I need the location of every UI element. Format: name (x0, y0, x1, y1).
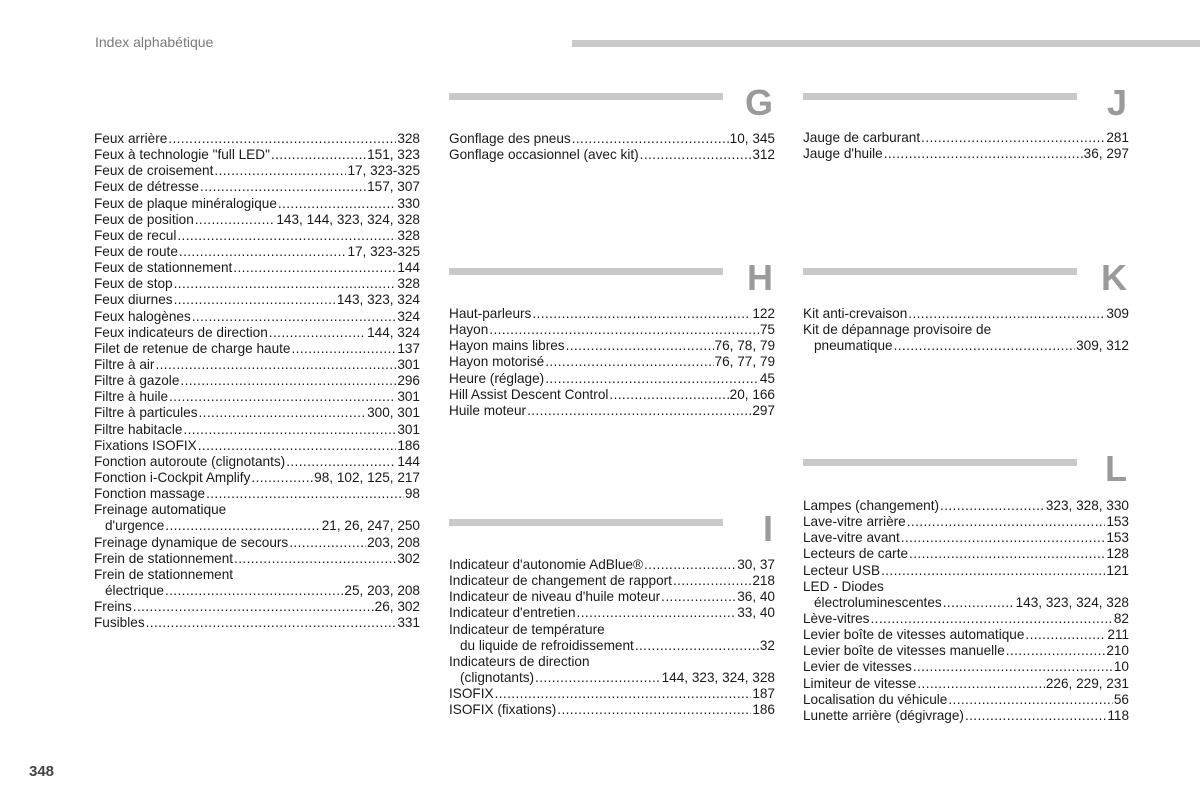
index-entry (94, 260, 420, 276)
entry-term: Feux de stop (94, 276, 173, 292)
dot-leader (545, 354, 713, 370)
dot-leader (251, 470, 313, 486)
dot-leader (289, 535, 366, 551)
dot-leader (146, 615, 397, 631)
dot-leader (894, 338, 1075, 354)
index-entry (449, 702, 775, 718)
dot-leader (566, 338, 714, 354)
entry-term: Indicateur de changement de rapport (449, 573, 672, 589)
dot-leader (535, 670, 661, 686)
index-entry (803, 498, 1129, 514)
dot-leader (206, 486, 404, 502)
index-entry (94, 518, 420, 534)
index-entry (803, 611, 1129, 627)
index-entry (94, 438, 420, 454)
index-entry (94, 292, 420, 308)
entry-pages: 301 (397, 421, 420, 437)
index-entry (94, 131, 420, 147)
entry-term: Gonflage occasionnel (avec kit) (449, 147, 639, 163)
index-entry (94, 357, 420, 373)
entry-pages: 330 (397, 195, 420, 211)
index-entry (94, 373, 420, 389)
entry-term: Indicateur de niveau d'huile moteur (449, 589, 661, 605)
entry-term: Feux à technologie "full LED" (94, 147, 270, 163)
entry-term: Feux de route (94, 243, 178, 259)
dot-leader (198, 438, 397, 454)
dot-leader (640, 147, 752, 163)
index-entry (449, 638, 775, 654)
entry-pages: 328 (397, 276, 420, 292)
entry-pages: 302 (397, 550, 420, 566)
dot-leader (921, 130, 1105, 146)
entry-pages: 144, 324 (367, 324, 420, 340)
dot-leader (200, 179, 366, 195)
entry-term: Fusibles (94, 615, 145, 631)
dot-leader (661, 589, 736, 605)
entry-pages: 144, 323, 324, 328 (661, 669, 775, 685)
dot-leader (278, 196, 396, 212)
dot-leader (908, 306, 1105, 322)
index-entry (94, 179, 420, 195)
section-header-l (803, 448, 1129, 498)
section-letter: I (762, 508, 773, 549)
dot-leader (195, 212, 276, 228)
index-entry (94, 244, 420, 260)
index-entry (803, 643, 1129, 659)
entry-pages: 45 (759, 370, 775, 386)
entry-term: pneumatique (814, 338, 893, 354)
index-entry (94, 196, 420, 212)
index-entry (94, 615, 420, 631)
entry-term: Fonction autoroute (clignotants) (94, 453, 286, 469)
entry-term: Filtre à particules (94, 405, 198, 421)
dot-leader (199, 405, 367, 421)
index-entry (449, 557, 775, 573)
entry-pages: 296 (397, 373, 420, 389)
entry-term: Fixations ISOFIX (94, 437, 197, 453)
entry-term: Feux de position (94, 211, 194, 227)
entry-pages: 153 (1106, 530, 1129, 546)
index-list (803, 498, 1129, 724)
section-divider (449, 519, 723, 526)
index-entry (449, 322, 775, 338)
dot-leader (532, 306, 751, 322)
entry-pages: 218 (752, 573, 775, 589)
index-entry (449, 403, 775, 419)
entry-term: Jauge de carburant (803, 129, 921, 145)
section-header-k (803, 257, 1129, 307)
section-divider (449, 93, 723, 100)
entry-pages: 300, 301 (367, 405, 420, 421)
index-entry (94, 341, 420, 357)
entry-term: Filtre habitacle (94, 421, 183, 437)
index-entry (94, 147, 420, 163)
index-entry-heading: Indicateur de température (449, 621, 605, 637)
entry-term: Lunette arrière (dégivrage) (803, 707, 964, 723)
dot-leader (913, 659, 1113, 675)
entry-term: d'urgence (105, 518, 165, 534)
section-letter: L (1105, 448, 1127, 489)
dot-leader (870, 611, 1112, 627)
dot-leader (965, 708, 1106, 724)
entry-pages: 297 (752, 402, 775, 418)
index-entry (803, 627, 1129, 643)
entry-pages: 328 (397, 130, 420, 146)
entry-term: Heure (réglage) (449, 370, 545, 386)
section-letter: J (1106, 82, 1127, 123)
section-divider (449, 268, 723, 275)
entry-pages: 328 (397, 227, 420, 243)
entry-term: Localisation du véhicule (803, 691, 948, 707)
dot-leader (192, 309, 397, 325)
entry-pages: 122 (752, 305, 775, 321)
index-entry (803, 530, 1129, 546)
entry-pages: 226, 229, 231 (1045, 675, 1129, 691)
dot-leader (609, 387, 728, 403)
entry-term: Indicateur d'autonomie AdBlue® (449, 556, 643, 572)
entry-pages: 324 (397, 308, 420, 324)
entry-term: Levier boîte de vitesses automatique (803, 627, 1025, 643)
index-entry (94, 309, 420, 325)
dot-leader (165, 583, 343, 599)
entry-term: Filet de retenue de charge haute (94, 340, 291, 356)
index-entry (449, 338, 775, 354)
index-entry (449, 605, 775, 621)
index-entry (449, 147, 775, 163)
entry-pages: 143, 323, 324, 328 (1015, 594, 1129, 610)
entry-pages: 36, 297 (1083, 146, 1129, 162)
index-entry-heading: Kit de dépannage provisoire de (803, 322, 992, 338)
dot-leader (907, 514, 1106, 530)
dot-leader (133, 599, 374, 615)
index-entry (94, 454, 420, 470)
dot-leader (174, 276, 397, 292)
section-header-g (449, 82, 775, 132)
entry-term: Feux de détresse (94, 179, 200, 195)
index-list (449, 306, 775, 419)
entry-term: Feux diurnes (94, 292, 173, 308)
entry-term: Freins (94, 599, 132, 615)
entry-term: Hill Assist Descent Control (449, 386, 609, 402)
page-number: 348 (29, 763, 55, 780)
entry-term: Levier boîte de vitesses manuelle (803, 643, 1005, 659)
dot-leader (168, 131, 396, 147)
index-entry (94, 405, 420, 421)
entry-term: Feux halogènes (94, 308, 191, 324)
entry-pages: 26, 302 (374, 599, 420, 615)
entry-term: Hayon mains libres (449, 338, 565, 354)
dot-leader (917, 676, 1045, 692)
index-entry (803, 595, 1129, 611)
dot-leader (214, 163, 346, 179)
dot-leader (169, 389, 396, 405)
entry-pages: 186 (397, 437, 420, 453)
entry-term: Feux de croisement (94, 163, 214, 179)
entry-term: Feux de stationnement (94, 260, 233, 276)
index-list (94, 131, 420, 631)
entry-pages: 301 (397, 389, 420, 405)
entry-pages: 309, 312 (1076, 338, 1129, 354)
dot-leader (635, 638, 759, 654)
index-entry (94, 486, 420, 502)
header-bar (572, 40, 1200, 47)
index-entry (94, 470, 420, 486)
index-entry (94, 212, 420, 228)
index-entry-heading: Freinage automatique (94, 502, 227, 518)
dot-leader (233, 260, 396, 276)
entry-pages: 151, 323 (367, 147, 420, 163)
dot-leader (545, 371, 759, 387)
entry-pages: 36, 40 (737, 589, 775, 605)
entry-term: Feux arrière (94, 130, 168, 146)
entry-term: Gonflage des pneus (449, 130, 571, 146)
entry-pages: 301 (397, 356, 420, 372)
entry-pages: 157, 307 (367, 179, 420, 195)
entry-pages: 210 (1106, 643, 1129, 659)
entry-term: électrique (105, 582, 164, 598)
section-header-j (803, 82, 1129, 132)
dot-leader (174, 292, 336, 308)
entry-term: Filtre à huile (94, 389, 169, 405)
dot-leader (1006, 643, 1106, 659)
index-list (803, 130, 1129, 162)
index-entry (803, 306, 1129, 322)
entry-term: Fonction massage (94, 486, 206, 502)
dot-leader (495, 686, 752, 702)
dot-leader (527, 403, 751, 419)
entry-pages: 137 (397, 340, 420, 356)
entry-term: Lecteurs de carte (803, 546, 909, 562)
index-entry (803, 708, 1129, 724)
index-entry (94, 422, 420, 438)
dot-leader (271, 147, 366, 163)
entry-pages: 17, 323-325 (347, 163, 420, 179)
entry-term: Hayon motorisé (449, 354, 545, 370)
entry-pages: 20, 166 (729, 386, 775, 402)
entry-pages: 98, 102, 125, 217 (314, 469, 420, 485)
entry-term: Feux de recul (94, 227, 177, 243)
dot-leader (286, 454, 396, 470)
entry-term: Lampes (changement) (803, 497, 940, 513)
entry-pages: 33, 40 (737, 605, 775, 621)
entry-pages: 98 (404, 486, 420, 502)
entry-pages: 143, 323, 324 (336, 292, 420, 308)
dot-leader (940, 498, 1045, 514)
index-entry (94, 325, 420, 341)
index-entry (94, 228, 420, 244)
entry-pages: 10 (1113, 659, 1129, 675)
entry-term: ISOFIX (449, 686, 494, 702)
index-entry (94, 551, 420, 567)
index-entry (803, 146, 1129, 162)
entry-term: Haut-parleurs (449, 305, 532, 321)
entry-term: Limiteur de vitesse (803, 675, 917, 691)
dot-leader (1025, 627, 1106, 643)
index-entry (449, 306, 775, 322)
dot-leader (901, 530, 1106, 546)
index-entry (803, 130, 1129, 146)
index-entry (449, 686, 775, 702)
dot-leader (155, 357, 396, 373)
entry-pages: 144 (397, 260, 420, 276)
entry-term: Fonction i-Cockpit Amplify (94, 469, 251, 485)
entry-term: (clignotants) (460, 669, 535, 685)
entry-pages: 323, 328, 330 (1045, 497, 1129, 513)
dot-leader (948, 692, 1113, 708)
entry-term: ISOFIX (fixations) (449, 702, 557, 718)
entry-pages: 82 (1113, 610, 1129, 626)
dot-leader (234, 551, 396, 567)
dot-leader (292, 341, 397, 357)
index-entry (803, 659, 1129, 675)
entry-term: Filtre à air (94, 356, 155, 372)
entry-pages: 25, 203, 208 (344, 582, 420, 598)
entry-term: Feux de plaque minéralogique (94, 195, 277, 211)
dot-leader (180, 373, 396, 389)
dot-leader (881, 563, 1105, 579)
dot-leader (177, 228, 396, 244)
dot-leader (943, 595, 1015, 611)
index-entry (449, 573, 775, 589)
entry-term: Lève-vitres (803, 610, 870, 626)
entry-term: Levier de vitesses (803, 659, 912, 675)
entry-term: électroluminescentes (814, 594, 942, 610)
index-entry-heading: Indicateurs de direction (449, 653, 590, 669)
entry-term: Kit anti-crevaison (803, 305, 908, 321)
entry-pages: 56 (1113, 691, 1129, 707)
entry-pages: 186 (752, 702, 775, 718)
index-entry (449, 354, 775, 370)
dot-leader (183, 422, 396, 438)
section-divider (803, 459, 1077, 466)
dot-leader (673, 573, 751, 589)
index-entry (449, 387, 775, 403)
index-entry-heading: LED - Diodes (803, 578, 884, 594)
index-entry (803, 514, 1129, 530)
entry-term: Feux indicateurs de direction (94, 324, 268, 340)
section-header-i (449, 508, 775, 558)
entry-pages: 121 (1106, 562, 1129, 578)
entry-term: du liquide de refroidissement (460, 637, 634, 653)
entry-pages: 17, 323-325 (347, 243, 420, 259)
entry-pages: 153 (1106, 514, 1129, 530)
dot-leader (165, 518, 320, 534)
entry-term: Freinage dynamique de secours (94, 534, 289, 550)
index-list (449, 131, 775, 163)
index-entry (94, 583, 420, 599)
entry-pages: 21, 26, 247, 250 (321, 518, 420, 534)
entry-pages: 144 (397, 453, 420, 469)
index-entry (94, 276, 420, 292)
section-letter: H (747, 257, 773, 298)
section-divider (803, 268, 1077, 275)
entry-pages: 187 (752, 686, 775, 702)
index-entry (94, 389, 420, 405)
index-entry (803, 546, 1129, 562)
index-entry-heading: Frein de stationnement (94, 566, 234, 582)
section-letter: G (744, 82, 773, 123)
entry-pages: 76, 78, 79 (714, 338, 775, 354)
index-entry (449, 371, 775, 387)
entry-pages: 32 (759, 637, 775, 653)
dot-leader (577, 605, 737, 621)
entry-term: Huile moteur (449, 402, 527, 418)
section-letter: K (1101, 257, 1127, 298)
entry-pages: 281 (1106, 129, 1129, 145)
dot-leader (909, 546, 1105, 562)
index-entry (803, 563, 1129, 579)
index-entry (803, 692, 1129, 708)
dot-leader (179, 244, 347, 260)
index-list (803, 306, 1129, 354)
entry-pages: 203, 208 (367, 534, 420, 550)
entry-pages: 10, 345 (729, 130, 775, 146)
section-header-h (449, 257, 775, 307)
dot-leader (884, 146, 1083, 162)
page-header-title: Index alphabétique (95, 34, 214, 50)
entry-term: Lave-vitre arrière (803, 514, 906, 530)
entry-term: Lecteur USB (803, 562, 881, 578)
entry-term: Frein de stationnement (94, 550, 234, 566)
entry-term: Indicateur d'entretien (449, 605, 576, 621)
section-divider (803, 93, 1077, 100)
index-entry (449, 670, 775, 686)
entry-pages: 128 (1106, 546, 1129, 562)
entry-pages: 309 (1106, 305, 1129, 321)
index-entry (803, 338, 1129, 354)
index-entry (94, 535, 420, 551)
index-entry (94, 599, 420, 615)
entry-pages: 312 (752, 147, 775, 163)
entry-pages: 76, 77, 79 (714, 354, 775, 370)
entry-pages: 30, 37 (737, 556, 775, 572)
entry-pages: 331 (397, 615, 420, 631)
dot-leader (489, 322, 759, 338)
index-list (449, 557, 775, 718)
dot-leader (644, 557, 736, 573)
dot-leader (269, 325, 366, 341)
entry-pages: 143, 144, 323, 324, 328 (276, 211, 420, 227)
index-entry (449, 589, 775, 605)
entry-pages: 211 (1107, 627, 1129, 643)
index-entry (449, 131, 775, 147)
index-entry (803, 676, 1129, 692)
entry-pages: 75 (759, 322, 775, 338)
index-entry (94, 163, 420, 179)
entry-pages: 118 (1107, 707, 1129, 723)
dot-leader (572, 131, 729, 147)
dot-leader (557, 702, 751, 718)
entry-term: Lave-vitre avant (803, 530, 900, 546)
entry-term: Filtre à gazole (94, 373, 180, 389)
entry-term: Hayon (449, 322, 489, 338)
entry-term: Jauge d'huile (803, 146, 883, 162)
